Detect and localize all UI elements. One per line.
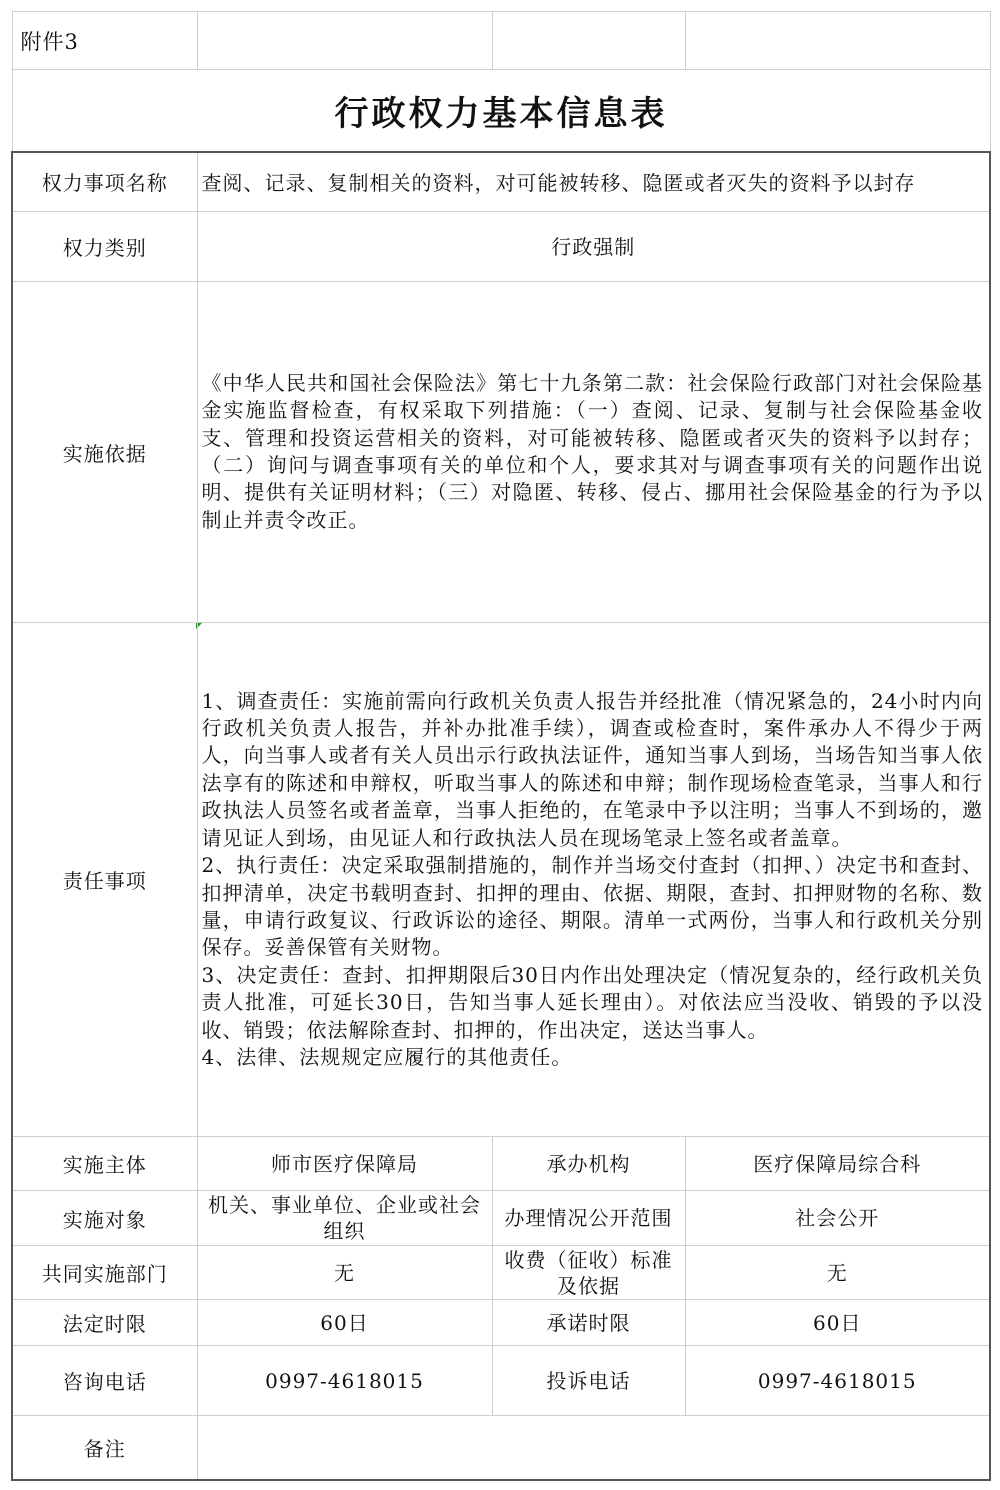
fee-standard-value: 无 — [685, 1246, 990, 1300]
handling-org-label: 承办机构 — [492, 1137, 685, 1191]
responsibility-value: 1、调查责任：实施前需向行政机关负责人报告并经批准（情况紧急的，24小时内向行政机关负责人报告，并补办批准手续），调查或检查时，案件承办人不得少于两人，向当事人或者有关人员出示行政执法证件，通知当事人到场，当场告知当事人依法享有的陈述和申辩权，听取当事人的陈述和申辩；制作现场检查笔录，当事人和行政执法人员签名或者盖章，当事人拒绝的，在笔录中予以注明；当事人不到场的，邀请见证人到场，由见证人和行政执法人员在现场笔录上签名或者盖章。 2、执行责任：决定采取强制措施的，制作并当场交付查封（扣押、）决定书和查封、扣押清单，决定书载明查封、扣押的理由、依据、期限，查封、扣押财物的名称、数量，申请行政复议、行政诉讼的途径、期限。清单一式两份，当事人和行政机关分别保存。妥善保管有关财物。 3、决定责任：查封、扣押期限后30日内作出处理决定（情况复杂的，经行政机关负责人批准，可延长30日，告知当事人延长理由）。对依法应当没收、销毁的予以没收、销毁；依法解除查封、扣押的，作出决定，送达当事人。 4、法律、法规规定应履行的其他责任。 — [197, 623, 990, 1137]
joint-row — [12, 1246, 990, 1300]
phone-row — [12, 1346, 990, 1416]
empty-cell — [685, 12, 990, 70]
subject-row — [12, 1137, 990, 1191]
basis-label: 实施依据 — [12, 282, 197, 623]
responsibility-row — [12, 623, 990, 1137]
complaint-phone-label: 投诉电话 — [492, 1346, 685, 1416]
consult-phone-label: 咨询电话 — [12, 1346, 197, 1416]
disclosure-scope-value: 社会公开 — [685, 1191, 990, 1246]
complaint-phone-value: 0997-4618015 — [685, 1346, 990, 1416]
power-name-label: 权力事项名称 — [12, 152, 197, 212]
empty-cell — [492, 12, 685, 70]
joint-dept-label: 共同实施部门 — [12, 1246, 197, 1300]
remark-label: 备注 — [12, 1416, 197, 1480]
basis-value: 《中华人民共和国社会保险法》第七十九条第二款：社会保险行政部门对社会保险基金实施监督检查，有权采取下列措施：（一）查阅、记录、复制与社会保险基金收支、管理和投资运营相关的资料，对可能被转移、隐匿或者灭失的资料予以封存；（二）询问与调查事项有关的单位和个人，要求其对与调查事项有关的问题作出说明、提供有关证明材料；（三）对隐匿、转移、侵占、挪用社会保险基金的行为予以制止并责令改正。 — [197, 282, 990, 623]
power-info-table — [11, 11, 991, 1481]
power-type-label: 权力类别 — [12, 212, 197, 282]
attachment-label: 附件3 — [12, 12, 197, 70]
disclosure-scope-label: 办理情况公开范围 — [492, 1191, 685, 1246]
consult-phone-value: 0997-4618015 — [197, 1346, 492, 1416]
power-type-row — [12, 212, 990, 282]
target-row — [12, 1191, 990, 1246]
target-value: 机关、事业单位、企业或社会组织 — [197, 1191, 492, 1246]
power-name-row — [12, 152, 990, 212]
legal-time-limit-value: 60日 — [197, 1300, 492, 1346]
remark-value — [197, 1416, 990, 1480]
attachment-row — [12, 12, 990, 70]
time-limit-row — [12, 1300, 990, 1346]
basis-row — [12, 282, 990, 623]
target-label: 实施对象 — [12, 1191, 197, 1246]
promised-time-limit-label: 承诺时限 — [492, 1300, 685, 1346]
table-title: 行政权力基本信息表 — [12, 70, 990, 152]
power-type-value: 行政强制 — [197, 212, 990, 282]
subject-label: 实施主体 — [12, 1137, 197, 1191]
joint-dept-value: 无 — [197, 1246, 492, 1300]
promised-time-limit-value: 60日 — [685, 1300, 990, 1346]
empty-cell — [197, 12, 492, 70]
power-name-value: 查阅、记录、复制相关的资料，对可能被转移、隐匿或者灭失的资料予以封存 — [197, 152, 990, 212]
fee-standard-label: 收费（征收）标准及依据 — [492, 1246, 685, 1300]
subject-value: 师市医疗保障局 — [197, 1137, 492, 1191]
title-row — [12, 70, 990, 152]
remark-row — [12, 1416, 990, 1480]
responsibility-label: 责任事项 — [12, 623, 197, 1137]
handling-org-value: 医疗保障局综合科 — [685, 1137, 990, 1191]
legal-time-limit-label: 法定时限 — [12, 1300, 197, 1346]
